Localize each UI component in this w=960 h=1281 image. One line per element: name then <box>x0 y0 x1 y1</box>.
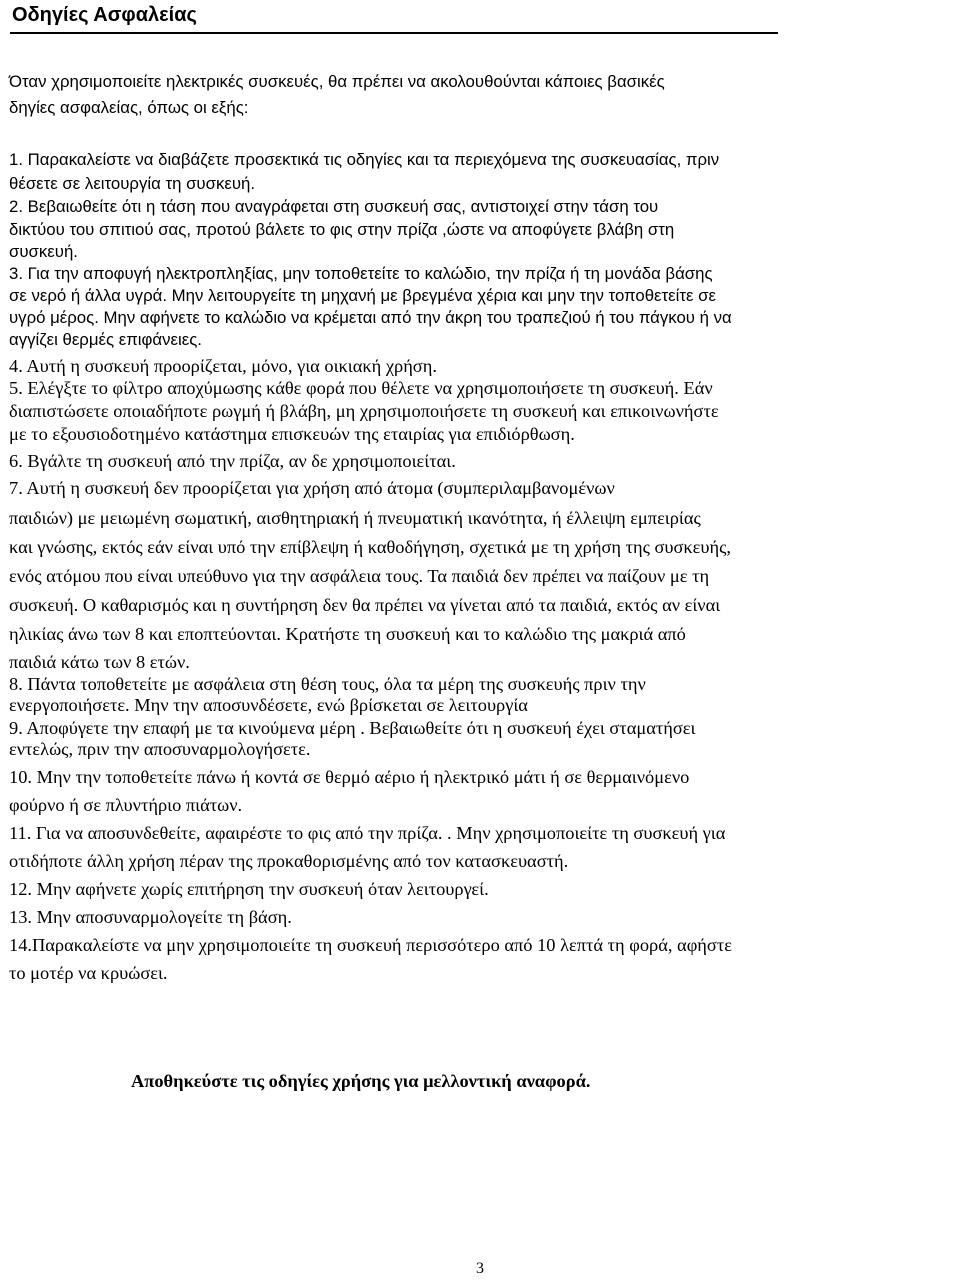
item-line: 11. Για να αποσυνδεθείτε, αφαιρέστε το φις από την πρίζα. . Μην χρησιμοποιείτε τη συσκευή για <box>9 823 726 843</box>
intro-line: Όταν χρησιμοποιείτε ηλεκτρικές συσκευές, θα πρέπει να ακολουθούνται κάποιες βασικές <box>9 72 665 91</box>
closing-note: Αποθηκεύστε τις οδηγίες χρήσης για μελλοντική αναφορά. <box>131 1071 591 1091</box>
item-line: συσκευή. Ο καθαρισμός και η συντήρηση δεν θα πρέπει να γίνεται από τα παιδιά, εκτός αν είναι <box>9 595 721 615</box>
page-number: 3 <box>476 1260 484 1277</box>
item-line: ηλικίας άνω των 8 και εποπτεύονται. Κρατήστε τη συσκευή και το καλώδιο της μακριά από <box>9 624 686 644</box>
item-line: 12. Μην αφήνετε χωρίς επιτήρηση την συσκευή όταν λειτουργεί. <box>9 879 489 899</box>
item-line: εντελώς, πριν την αποσυναρμολογήσετε. <box>9 739 311 759</box>
item-line: 3. Για την αποφυγή ηλεκτροπληξίας, μην τοποθετείτε το καλώδιο, την πρίζα ή τη μονάδα βάσης <box>9 264 713 283</box>
item-line: ενός ατόμου που είναι υπεύθυνο για την ασφάλεια τους. Τα παιδιά δεν πρέπει να παίζουν με τη <box>9 566 710 586</box>
item-line: 10. Μην την τοποθετείτε πάνω ή κοντά σε θερμό αέριο ή ηλεκτρικό μάτι ή σε θερμαινόμενο <box>9 767 690 787</box>
item-line: συσκευή. <box>9 242 78 261</box>
item-line: 13. Μην αποσυναρμολογείτε τη βάση. <box>9 907 292 927</box>
item-line: οτιδήποτε άλλη χρήση πέραν της προκαθορισμένης από τον κατασκευαστή. <box>9 851 569 871</box>
item-line: διαπιστώσετε οποιαδήποτε ρωγμή ή βλάβη, μη χρησιμοποιήσετε τη συσκευή και επικοινωνήστε <box>9 401 719 421</box>
item-line: και γνώσης, εκτός εάν είναι υπό την επίβλεψη ή καθοδήγηση, σχετικά με τη χρήση της συσκευής, <box>9 537 731 557</box>
item-line: αγγίζει θερμές επιφάνειες. <box>9 330 202 349</box>
item-line: 1. Παρακαλείστε να διαβάζετε προσεκτικά τις οδηγίες και τα περιεχόμενα της συσκευασίας, πριν <box>9 150 720 169</box>
heading-underline <box>10 32 778 34</box>
item-line: ενεργοποιήσετε. Μην την αποσυνδέσετε, ενώ βρίσκεται σε λειτουργία <box>9 695 528 715</box>
item-line: 2. Βεβαιωθείτε ότι η τάση που αναγράφεται στη συσκευή σας, αντιστοιχεί στην τάση του <box>9 197 659 216</box>
item-line: 7. Αυτή η συσκευή δεν προορίζεται για χρήση από άτομα (συμπεριλαμβανομένων <box>9 478 615 498</box>
item-line: 9. Αποφύγετε την επαφή με τα κινούμενα μέρη . Βεβαιωθείτε ότι η συσκευή έχει σταματήσει <box>9 718 696 738</box>
item-line: 6. Βγάλτε τη συσκευή από την πρίζα, αν δε χρησιμοποιείται. <box>9 451 456 471</box>
intro-line: δηγίες ασφαλείας, όπως οι εξής: <box>9 98 249 117</box>
item-line: σε νερό ή άλλα υγρά. Μην λειτουργείτε τη μηχανή με βρεγμένα χέρια και μην την τοποθετείτε σε <box>9 286 716 305</box>
item-line: δικτύου του σπιτιού σας, προτού βάλετε το φις στην πρίζα ,ώστε να αποφύγετε βλάβη στη <box>9 220 675 239</box>
item-line: παιδιών) με μειωμένη σωματική, αισθητηριακή ή πνευματική ικανότητα, ή έλλειψη εμπειρίας <box>9 508 701 528</box>
item-line: φούρνο ή σε πλυντήριο πιάτων. <box>9 795 243 815</box>
item-line: 4. Αυτή η συσκευή προορίζεται, μόνο, για οικιακή χρήση. <box>9 356 437 376</box>
item-line: 8. Πάντα τοποθετείτε με ασφάλεια στη θέση τους, όλα τα μέρη της συσκευής πριν την <box>9 674 646 694</box>
item-line: με το εξουσιοδοτημένο κατάστημα επισκευών της εταιρίας για επιδιόρθωση. <box>9 424 575 444</box>
item-line: 5. Ελέγξτε το φίλτρο αποχύμωσης κάθε φορά που θέλετε να χρησιμοποιήσετε τη συσκευή. Εάν <box>9 378 713 398</box>
item-line: υγρό μέρος. Μην αφήνετε το καλώδιο να κρέμεται από την άκρη του τραπεζιού ή του πάγκου ή να <box>9 308 732 327</box>
page-heading: Οδηγίες Ασφαλείας <box>12 4 197 26</box>
item-line: θέσετε σε λειτουργία τη συσκευή. <box>9 174 256 193</box>
item-line: παιδιά κάτω των 8 ετών. <box>9 652 190 672</box>
item-line: το μοτέρ να κρυώσει. <box>9 963 168 983</box>
item-line: 14.Παρακαλείστε να μην χρησιμοποιείτε τη συσκευή περισσότερο από 10 λεπτά τη φορά, αφήστε <box>9 935 732 955</box>
